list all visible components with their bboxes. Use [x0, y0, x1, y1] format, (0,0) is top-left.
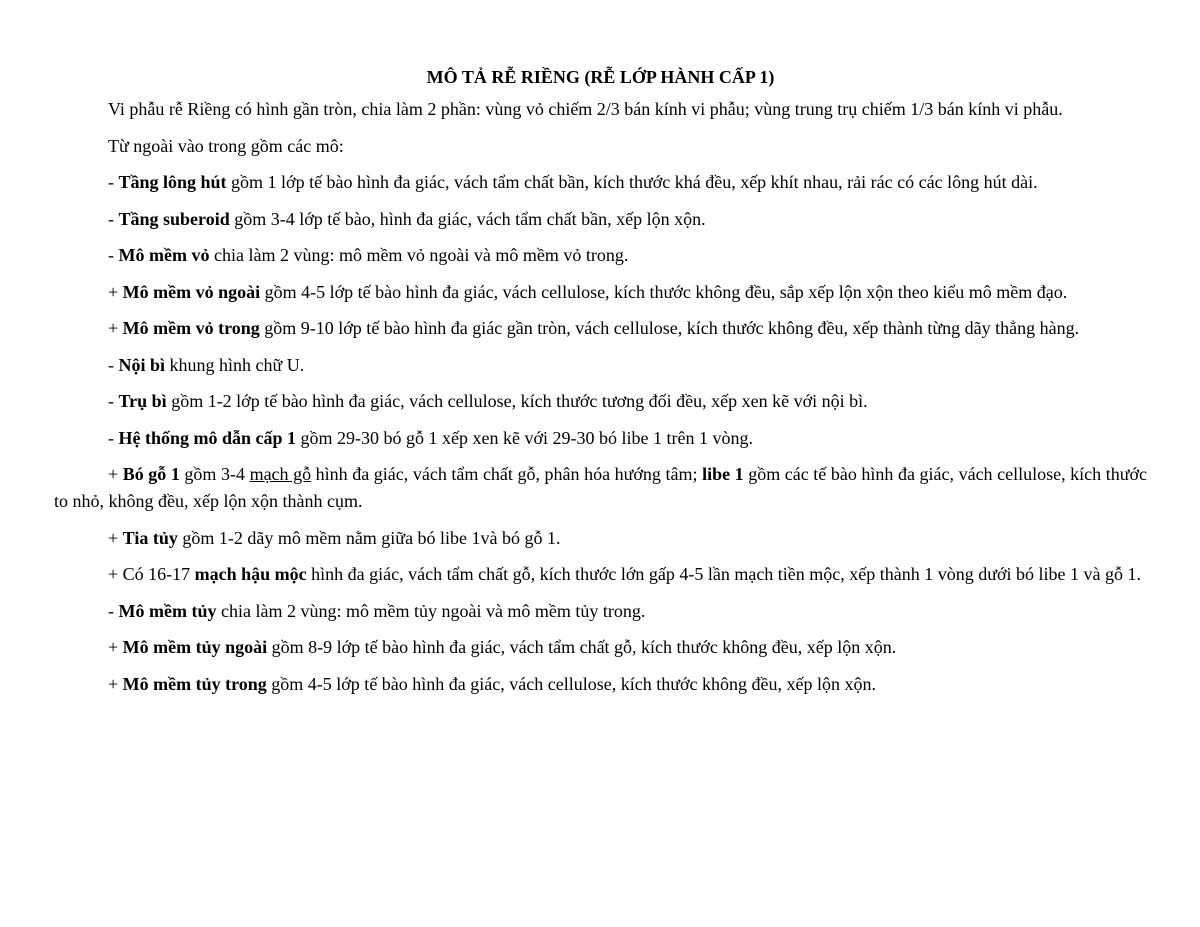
paragraph-pith-parenchyma [54, 598, 1147, 625]
term-bold: Hệ thống mô dẫn cấp 1 [118, 427, 297, 448]
list-marker: - [108, 391, 119, 411]
term-bold: Trụ bì [118, 391, 167, 411]
paragraph-suberoid-layer [54, 206, 1147, 233]
paragraph-outer-cortex [54, 279, 1147, 306]
term-bold: Tầng suberoid [118, 208, 230, 229]
paragraph-text: gồm 1-2 dãy mô mềm nằm giữa bó libe 1và bó gỗ 1. [177, 527, 561, 548]
paragraph-text: gồm 3-4 [179, 464, 250, 484]
paragraph-text: hình đa giác, vách tẩm chất gỗ, phân hóa hướng tâm; [311, 464, 703, 484]
list-marker: - [108, 427, 119, 448]
document-page [54, 62, 1147, 707]
paragraph-inner-cortex [54, 315, 1147, 342]
paragraph-text: gồm 1 lớp tế bào hình đa giác, vách tẩm chất bần, kích thước khá đều, xếp khít nhau, rải rác có các lông hút dài. [226, 172, 1038, 192]
paragraph-text: chia làm 2 vùng: mô mềm tủy ngoài và mô mềm tủy trong. [216, 600, 646, 621]
list-marker: + [108, 637, 123, 657]
term-bold: Mô mềm tủy [118, 600, 217, 621]
paragraph-cortex-parenchyma [54, 242, 1147, 269]
paragraph-text: gồm các tế bào hình đa giác, vách cellulose, kích thước to nhỏ, không đều, xếp lộn xộn thành cụm. [54, 464, 1147, 511]
paragraph-text: Vi phẫu rễ Riềng có hình gần tròn, chia làm 2 phần: vùng vỏ chiếm 2/3 bán kính vi phẫu; vùng trung trụ chiếm 1/3 bán kính vi phẫu. [108, 99, 1063, 119]
term-bold: Mô mềm tủy trong [122, 673, 267, 694]
list-marker: - [108, 245, 119, 265]
term-bold: libe 1 [702, 464, 744, 484]
list-marker: + [108, 527, 123, 548]
paragraph-xylem-phloem [54, 461, 1147, 515]
term-bold: Mô mềm tủy ngoài [122, 637, 268, 657]
paragraph-text: gồm 3-4 lớp tế bào, hình đa giác, vách tẩm chất bần, xếp lộn xộn. [229, 208, 706, 229]
term-bold: Nội bì [118, 354, 166, 375]
list-marker: - [108, 172, 119, 192]
paragraph-text: gồm 4-5 lớp tế bào hình đa giác, vách cellulose, kích thước không đều, sắp xếp lộn xộn theo kiểu mô mềm đạo. [260, 281, 1068, 302]
paragraph-pericycle [54, 388, 1147, 415]
term-bold: Mô mềm vỏ [118, 245, 210, 265]
paragraph-text: gồm 1-2 lớp tế bào hình đa giác, vách cellulose, kích thước tương đối đều, xếp xen kẽ với nội bì. [166, 391, 868, 411]
list-marker: + [108, 464, 123, 484]
paragraph-text: khung hình chữ U. [165, 354, 305, 375]
list-marker: + [108, 318, 123, 338]
paragraph-text: chia làm 2 vùng: mô mềm vỏ ngoài và mô mềm vỏ trong. [209, 245, 629, 265]
paragraph-endodermis [54, 352, 1147, 379]
list-marker: - [108, 208, 119, 229]
paragraph-text: Từ ngoài vào trong gồm các mô: [108, 135, 344, 156]
term-bold: Tầng lông hút [118, 172, 227, 192]
paragraph-layers-heading [54, 133, 1147, 160]
list-marker: + [108, 673, 123, 694]
term-bold: Bó gỗ 1 [122, 464, 180, 484]
paragraph-outer-pith [54, 634, 1147, 661]
paragraph-text: gồm 29-30 bó gỗ 1 xếp xen kẽ với 29-30 bó libe 1 trên 1 vòng. [296, 427, 753, 448]
paragraph-text: gồm 9-10 lớp tế bào hình đa giác gần tròn, vách cellulose, kích thước không đều, xếp thành từng dãy thẳng hàng. [259, 318, 1080, 338]
paragraph-root-hair-layer [54, 169, 1147, 196]
paragraph-text: gồm 4-5 lớp tế bào hình đa giác, vách cellulose, kích thước không đều, xếp lộn xộn. [266, 673, 876, 694]
paragraph-text: gồm 8-9 lớp tế bào hình đa giác, vách tẩm chất gỗ, kích thước không đều, xếp lộn xộn. [267, 637, 897, 657]
list-marker: + [108, 281, 123, 302]
paragraph-medullary-ray [54, 525, 1147, 552]
document-title: MÔ TẢ RỄ RIỀNG (RỄ LỚP HÀNH CẤP 1) [426, 67, 775, 87]
list-marker: - [108, 600, 119, 621]
term-bold: Mô mềm vỏ ngoài [122, 281, 261, 302]
paragraph-vascular-system [54, 425, 1147, 452]
paragraph-intro [54, 96, 1147, 123]
term-bold: mạch hậu mộc [194, 564, 307, 584]
paragraph-inner-pith [54, 671, 1147, 698]
term-underlined: mạch gỗ [249, 464, 312, 484]
paragraph-text: hình đa giác, vách tẩm chất gỗ, kích thước lớn gấp 4-5 lần mạch tiền mộc, xếp thành 1 vòng dưới bó libe 1 và gỗ 1. [306, 564, 1142, 584]
list-marker: + Có 16-17 [108, 564, 195, 584]
paragraph-metaxylem [54, 561, 1147, 588]
term-bold: Mô mềm vỏ trong [122, 318, 260, 338]
term-bold: Tia tủy [122, 527, 178, 548]
list-marker: - [108, 354, 119, 375]
